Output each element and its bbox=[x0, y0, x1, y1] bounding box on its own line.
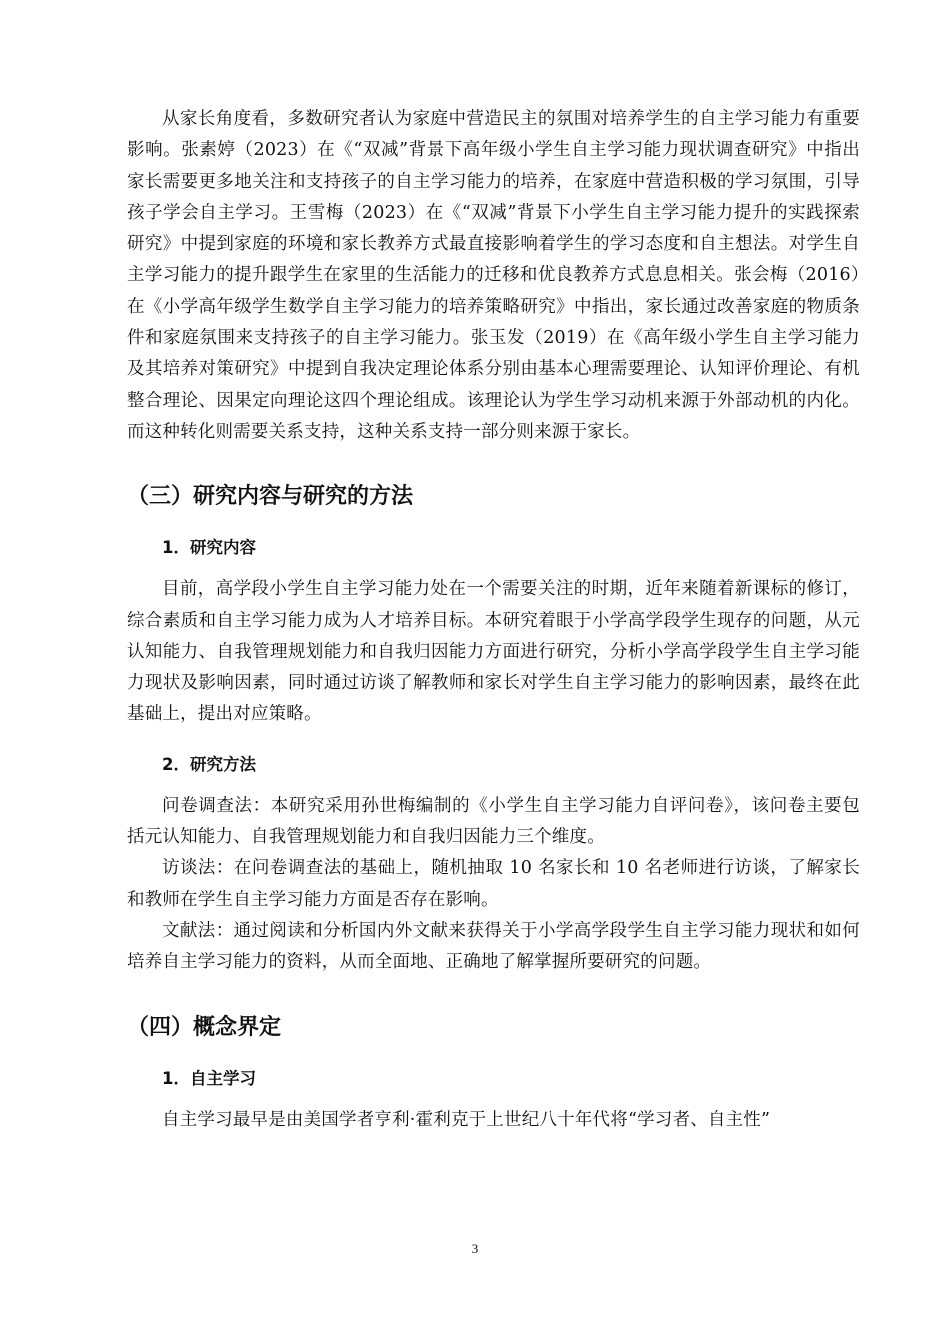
paragraph-self-directed-learning: 自主学习最早是由美国学者亨利·霍利克于上世纪八十年代将“学习者、自主性” bbox=[162, 1109, 771, 1130]
paragraph-research-content: 目前，高学段小学生自主学习能力处在一个需要关注的时期，近年来随着新课标的修订，综合素质和自主学习能力成为人才培养目标。本研究着眼于小学高学段学生现存的问题，从元认知能力、自我管理规划能力和自我归因能力方面进行研究，分析小学高学段学生自主学习能力现状及影响因素，同时通过访谈了解教师和家长对学生自主学习能力的影响因素，最终在此基础上，提出对应策略。 bbox=[127, 579, 860, 725]
page-number: 3 bbox=[471, 1241, 479, 1256]
subheading-research-content: 1．研究内容 bbox=[162, 538, 256, 558]
paragraph-method-interview: 访谈法：在问卷调查法的基础上，随机抽取 10 名家长和 10 名老师进行访谈，了解家长和教师在学生自主学习能力方面是否存在影响。 bbox=[127, 858, 860, 910]
page-body bbox=[127, 104, 860, 1136]
paragraph-parents-influence: 从家长角度看，多数研究者认为家庭中营造民主的氛围对培养学生的自主学习能力有重要影响。张素婷（2023）在《“双减”背景下高年级小学生自主学习能力现状调查研究》中指出家长需要更多地关注和支持孩子的自主学习能力的培养，在家庭中营造积极的学习氛围，引导孩子学会自主学习。王雪梅（2023）在《“双减”背景下小学生自主学习能力提升的实践探索研究》中提到家庭的环境和家长教养方式最直接影响着学生的学习态度和自主想法。对学生自主学习能力的提升跟学生在家里的生活能力的迁移和优良教养方式息息相关。张会梅（2016）在《小学高年级学生数学自主学习能力的培养策略研究》中指出，家长通过改善家庭的物质条件和家庭氛围来支持孩子的自主学习能力。张玉发（2019）在《高年级小学生自主学习能力及其培养对策研究》中提到自我决定理论体系分别由基本心理需要理论、认知评价理论、有机整合理论、因果定向理论这四个理论组成。该理论认为学生学习动机来源于外部动机的内化。而这种转化则需要关系支持，这种关系支持一部分则来源于家长。 bbox=[127, 109, 860, 442]
paragraph-method-literature: 文献法：通过阅读和分析国内外文献来获得关于小学高学段学生自主学习能力现状和如何培养自主学习能力的资料，从而全面地、正确地了解掌握所要研究的问题。 bbox=[127, 920, 860, 973]
section-heading-concept-definition: （四）概念界定 bbox=[127, 1014, 282, 1040]
paragraph-method-questionnaire: 问卷调查法：本研究采用孙世梅编制的《小学生自主学习能力自评问卷》，该问卷主要包括元认知能力、自我管理规划能力和自我归因能力三个维度。 bbox=[127, 795, 860, 848]
subheading-research-methods: 2．研究方法 bbox=[162, 754, 256, 774]
subheading-self-directed-learning: 1．自主学习 bbox=[162, 1068, 256, 1088]
section-heading-research-content-methods: （三）研究内容与研究的方法 bbox=[127, 484, 414, 510]
